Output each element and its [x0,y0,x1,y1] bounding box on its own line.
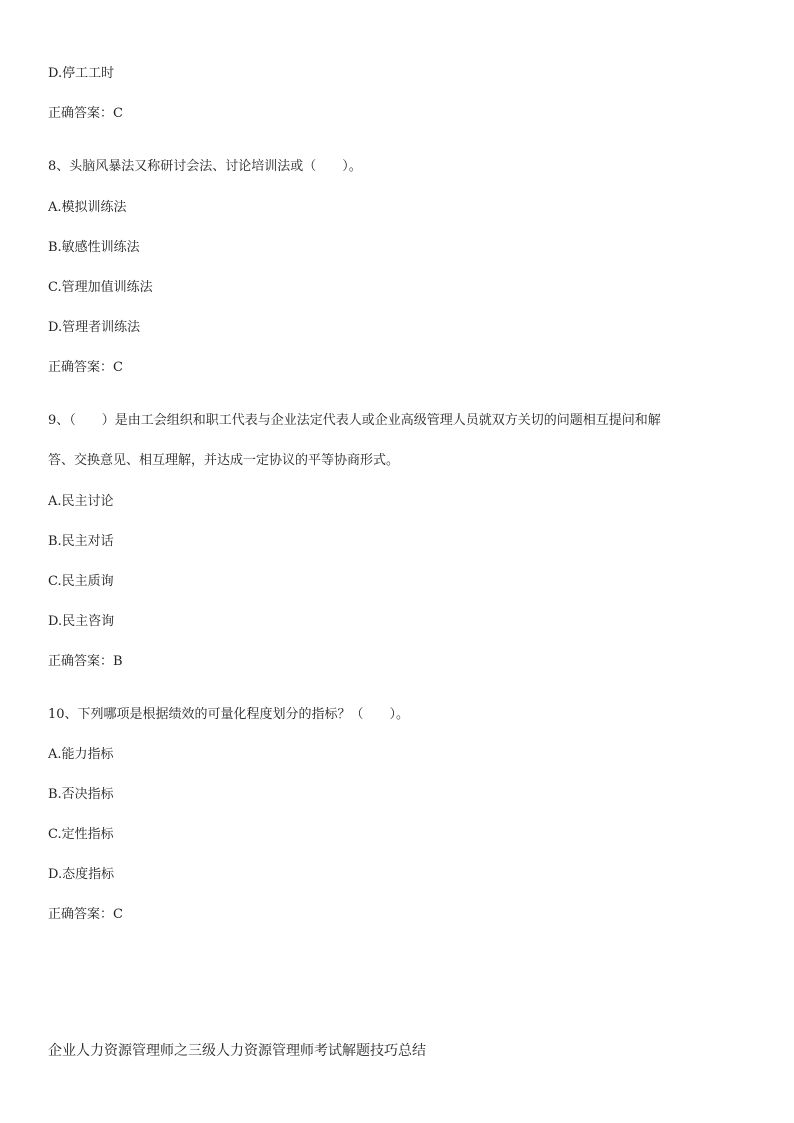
q8-option-c: C.管理加值训练法 [48,280,153,295]
q10-option-b: B.否决指标 [48,787,114,802]
q9-option-c: C.民主质询 [48,574,114,589]
q9-stem-line2: 答、交换意见、相互理解，并达成一定协议的平等协商形式。 [48,453,400,468]
q10-option-a: A.能力指标 [48,747,114,762]
q9-option-b: B.民主对话 [48,534,114,549]
q8-option-d: D.管理者训练法 [48,320,141,335]
q8-answer: 正确答案：C [48,360,123,375]
document-footer-title: 企业人力资源管理师之三级人力资源管理师考试解题技巧总结 [48,1043,426,1059]
q9-stem-line1: 9、（ ）是由工会组织和职工代表与企业法定代表人或企业高级管理人员就双方关切的问题相互提问和解 [48,413,661,428]
q10-stem: 10、下列哪项是根据绩效的可量化程度划分的指标？（ ）。 [48,707,410,722]
q10-answer: 正确答案：C [48,907,123,922]
q10-option-d: D.态度指标 [48,867,115,882]
q9-answer: 正确答案：B [48,654,123,669]
q8-option-b: B.敏感性训练法 [48,240,140,255]
q9-option-d: D.民主咨询 [48,614,115,629]
q10-option-c: C.定性指标 [48,827,114,842]
q9-option-a: A.民主讨论 [48,494,114,509]
q8-option-a: A.模拟训练法 [48,200,127,215]
q7-option-d: D.停工工时 [48,66,115,81]
q7-answer: 正确答案：C [48,106,123,121]
q8-stem: 8、头脑风暴法又称研讨会法、讨论培训法或（ ）。 [48,159,362,174]
